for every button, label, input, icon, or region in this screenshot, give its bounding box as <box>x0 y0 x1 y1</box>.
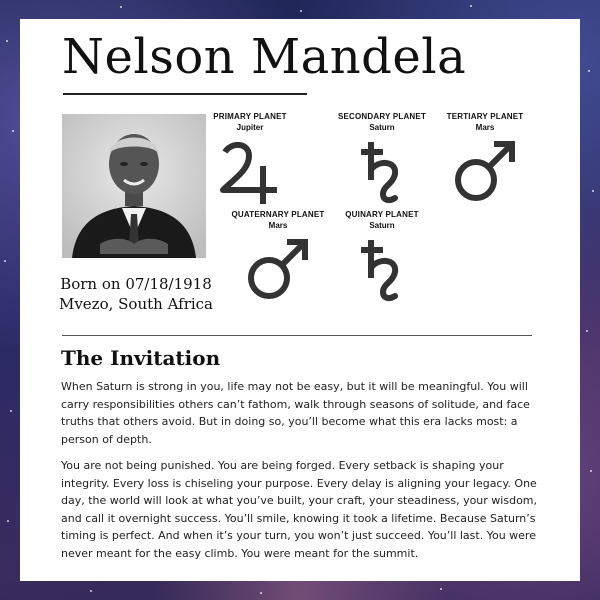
saturn-symbol-icon <box>357 140 407 204</box>
birth-info <box>50 274 222 314</box>
planet-name: Saturn <box>369 123 395 132</box>
planet-name: Jupiter <box>236 123 264 132</box>
portrait-photo <box>62 114 206 258</box>
body-paragraph: When Saturn is strong in you, life may not be easy, but it will be meaningful. You will carry responsibilities others can’t fathom, walk through seasons of solitude, and face truths that others avoid. But in doing so, you’ll become what this era lacks most: a person of depth. <box>61 380 530 446</box>
planet-secondary <box>327 112 437 204</box>
planet-name: Mars <box>268 221 288 230</box>
profile-card <box>20 19 580 581</box>
planet-rank-label: QUATERNARY PLANET <box>231 210 325 219</box>
section-title: The Invitation <box>61 346 221 370</box>
planet-name: Saturn <box>369 221 395 230</box>
mars-symbol-icon <box>450 140 520 204</box>
planet-quinary <box>327 210 437 302</box>
person-name-heading: Nelson Mandela <box>62 29 467 85</box>
section-divider <box>62 335 532 336</box>
planet-rank-label: QUINARY PLANET <box>345 210 419 219</box>
planet-quaternary <box>223 210 333 302</box>
planet-name: Mars <box>475 123 495 132</box>
title-underline <box>63 93 307 95</box>
body-paragraph: You are not being punished. You are being forged. Every setback is shaping your integrity. Every loss is chiseling your purpose. Every delay is aligning your legacy. One day, the world will look at what you’ve built, your craft, your steadiness, your wisdom, and call it overnight success. You’ll smile, knowing it took a lifetime. Because Saturn’s timing is perfect. And when it’s your turn, you won’t just succeed. You’ll last. You were never meant for the easy climb. You were meant for the summit. <box>61 459 538 560</box>
planet-tertiary <box>430 112 540 204</box>
planet-primary <box>195 112 305 204</box>
mars-symbol-icon <box>243 238 313 302</box>
jupiter-symbol-icon <box>215 140 285 204</box>
birth-date: Born on 07/18/1918 <box>60 275 212 293</box>
planet-rank-label: SECONDARY PLANET <box>337 112 427 121</box>
saturn-symbol-icon <box>357 238 407 302</box>
birth-place: Mvezo, South Africa <box>58 295 214 313</box>
planet-rank-label: PRIMARY PLANET <box>213 112 287 121</box>
planet-rank-label: TERTIARY PLANET <box>446 112 524 121</box>
